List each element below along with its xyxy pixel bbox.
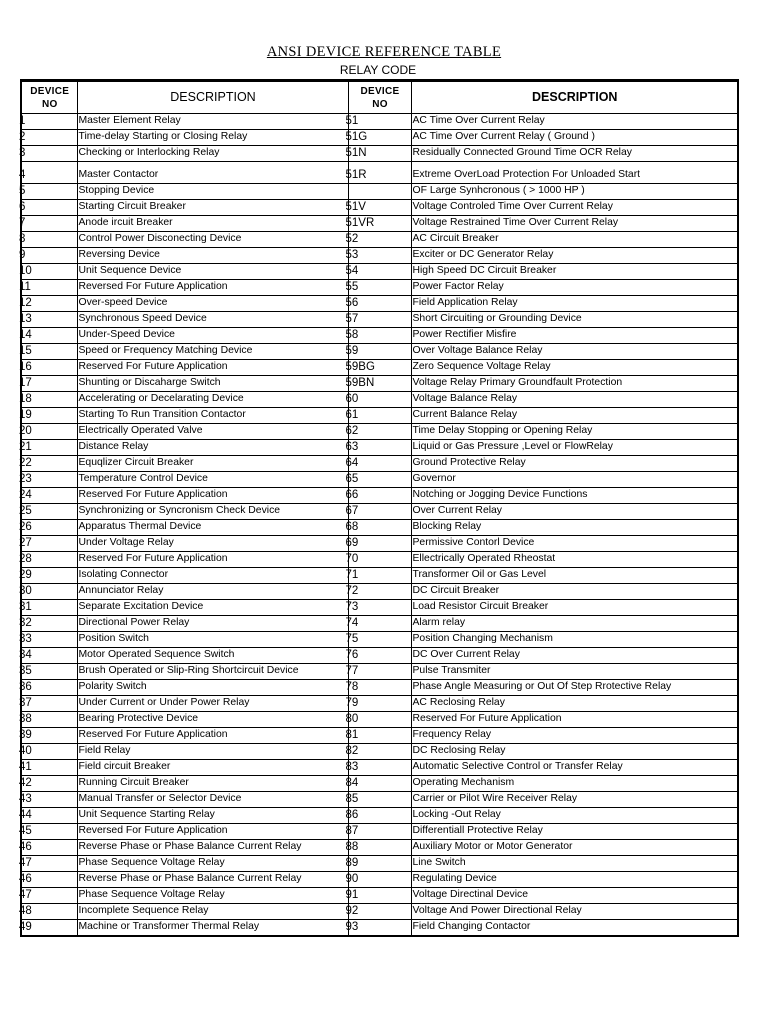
device-description-cell: Starting To Run Transition Contactor — [77, 408, 348, 424]
device-description-cell-right: Reserved For Future Application — [411, 712, 738, 728]
device-number-cell: 13 — [21, 312, 77, 328]
device-description-cell: Time-delay Starting or Closing Relay — [77, 130, 348, 146]
device-description-cell: Brush Operated or Slip-Ring Shortcircuit Device — [77, 664, 348, 680]
device-number-cell: 18 — [21, 392, 77, 408]
table-row — [21, 696, 738, 712]
device-number-cell-right: 92 — [348, 904, 411, 920]
device-description-cell: Machine or Transformer Thermal Relay — [77, 920, 348, 937]
device-number-cell-right: 79 — [348, 696, 411, 712]
device-number-cell-right: 59BN — [348, 376, 411, 392]
device-description-cell: Bearing Protective Device — [77, 712, 348, 728]
table-row — [21, 552, 738, 568]
device-number-cell-right: 67 — [348, 504, 411, 520]
device-description-cell: Phase Sequence Voltage Relay — [77, 856, 348, 872]
device-description-cell: Field circuit Breaker — [77, 760, 348, 776]
device-number-cell-right: 51 — [348, 114, 411, 130]
device-number-cell-right: 85 — [348, 792, 411, 808]
device-description-cell: Stopping Device — [77, 184, 348, 200]
table-row — [21, 856, 738, 872]
device-description-cell-right: Short Circuiting or Grounding Device — [411, 312, 738, 328]
device-description-cell-right: Field Changing Contactor — [411, 920, 738, 937]
device-description-cell: Equqlizer Circuit Breaker — [77, 456, 348, 472]
table-row — [21, 744, 738, 760]
device-description-cell: Synchronous Speed Device — [77, 312, 348, 328]
table-row — [21, 312, 738, 328]
device-number-cell: 25 — [21, 504, 77, 520]
device-description-cell-right: DC Circuit Breaker — [411, 584, 738, 600]
table-row — [21, 264, 738, 280]
device-number-cell: 5 — [21, 184, 77, 200]
device-description-cell: Unit Sequence Device — [77, 264, 348, 280]
device-description-cell-right: Regulating Device — [411, 872, 738, 888]
device-number-cell-right: 82 — [348, 744, 411, 760]
device-number-cell-right: 57 — [348, 312, 411, 328]
device-description-cell: Under-Speed Device — [77, 328, 348, 344]
device-number-cell-right: 73 — [348, 600, 411, 616]
device-description-cell: Manual Transfer or Selector Device — [77, 792, 348, 808]
device-description-cell-right: Voltage Balance Relay — [411, 392, 738, 408]
device-number-cell-right: 66 — [348, 488, 411, 504]
device-number-cell: 28 — [21, 552, 77, 568]
device-number-cell: 30 — [21, 584, 77, 600]
device-description-cell: Under Current or Under Power Relay — [77, 696, 348, 712]
device-description-cell: Speed or Frequency Matching Device — [77, 344, 348, 360]
table-row — [21, 504, 738, 520]
device-description-cell-right: Notching or Jogging Device Functions — [411, 488, 738, 504]
device-description-cell: Reserved For Future Application — [77, 728, 348, 744]
device-number-cell: 20 — [21, 424, 77, 440]
device-number-cell-right: 63 — [348, 440, 411, 456]
device-number-cell: 23 — [21, 472, 77, 488]
device-description-cell: Polarity Switch — [77, 680, 348, 696]
device-description-cell-right: Voltage And Power Directional Relay — [411, 904, 738, 920]
table-row — [21, 584, 738, 600]
device-description-cell-right: Frequency Relay — [411, 728, 738, 744]
table-row — [21, 456, 738, 472]
device-description-cell-right: OF Large Synhcronous ( > 1000 HP ) — [411, 184, 738, 200]
device-description-cell: Directional Power Relay — [77, 616, 348, 632]
device-number-cell: 31 — [21, 600, 77, 616]
device-number-cell-right: 65 — [348, 472, 411, 488]
device-description-cell-right: Voltage Relay Primary Groundfault Protection — [411, 376, 738, 392]
device-description-cell: Running Circuit Breaker — [77, 776, 348, 792]
table-row — [21, 840, 738, 856]
device-number-cell: 2 — [21, 130, 77, 146]
device-number-cell: 24 — [21, 488, 77, 504]
table-row — [21, 648, 738, 664]
device-number-cell-right — [348, 184, 411, 200]
device-number-cell: 47 — [21, 856, 77, 872]
device-description-cell-right: DC Reclosing Relay — [411, 744, 738, 760]
device-description-cell-right: Alarm relay — [411, 616, 738, 632]
device-description-cell-right: Zero Sequence Voltage Relay — [411, 360, 738, 376]
device-number-cell-right: 74 — [348, 616, 411, 632]
table-row — [21, 392, 738, 408]
device-number-cell-right: 80 — [348, 712, 411, 728]
table-row — [21, 344, 738, 360]
device-description-cell: Over-speed Device — [77, 296, 348, 312]
table-row — [21, 664, 738, 680]
device-description-cell-right: Position Changing Mechanism — [411, 632, 738, 648]
device-description-cell-right: Over Current Relay — [411, 504, 738, 520]
device-number-cell-right: 51VR — [348, 216, 411, 232]
device-description-cell: Checking or Interlocking Relay — [77, 146, 348, 162]
table-row — [21, 776, 738, 792]
header-description: DESCRIPTION — [77, 81, 348, 114]
device-description-cell-right: Load Resistor Circuit Breaker — [411, 600, 738, 616]
table-row — [21, 920, 738, 937]
header-device-no-line1: DEVICE — [30, 85, 70, 97]
table-row — [21, 114, 738, 130]
table-row — [21, 632, 738, 648]
device-description-cell-right: Current Balance Relay — [411, 408, 738, 424]
device-number-cell: 44 — [21, 808, 77, 824]
device-description-cell-right: Time Delay Stopping or Opening Relay — [411, 424, 738, 440]
device-number-cell-right: 53 — [348, 248, 411, 264]
device-number-cell: 17 — [21, 376, 77, 392]
table-row — [21, 824, 738, 840]
device-description-cell-right: Residually Connected Ground Time OCR Relay — [411, 146, 738, 162]
device-number-cell-right: 91 — [348, 888, 411, 904]
device-number-cell: 11 — [21, 280, 77, 296]
device-description-cell-right: Exciter or DC Generator Relay — [411, 248, 738, 264]
device-number-cell-right: 51V — [348, 200, 411, 216]
device-description-cell: Master Element Relay — [77, 114, 348, 130]
device-description-cell: Reserved For Future Application — [77, 360, 348, 376]
device-description-cell: Annunciator Relay — [77, 584, 348, 600]
device-description-cell-right: Transformer Oil or Gas Level — [411, 568, 738, 584]
device-description-cell: Shunting or Discaharge Switch — [77, 376, 348, 392]
device-description-cell: Field Relay — [77, 744, 348, 760]
device-description-cell-right: AC Circuit Breaker — [411, 232, 738, 248]
device-description-cell: Anode ircuit Breaker — [77, 216, 348, 232]
device-description-cell: Reverse Phase or Phase Balance Current Relay — [77, 840, 348, 856]
table-row — [21, 792, 738, 808]
device-description-cell: Reversing Device — [77, 248, 348, 264]
device-number-cell-right: 78 — [348, 680, 411, 696]
device-description-cell-right: Voltage Controled Time Over Current Relay — [411, 200, 738, 216]
table-row — [21, 328, 738, 344]
table-row — [21, 760, 738, 776]
device-description-cell: Isolating Connector — [77, 568, 348, 584]
table-row — [21, 296, 738, 312]
header-device-no-right-line1: DEVICE — [360, 85, 400, 97]
device-description-cell-right: Extreme OverLoad Protection For Unloaded Start — [411, 162, 738, 184]
device-number-cell-right: 55 — [348, 280, 411, 296]
device-description-cell: Incomplete Sequence Relay — [77, 904, 348, 920]
device-number-cell: 14 — [21, 328, 77, 344]
device-description-cell-right: Power Factor Relay — [411, 280, 738, 296]
device-description-cell-right: Permissive Contorl Device — [411, 536, 738, 552]
table-row — [21, 280, 738, 296]
device-number-cell: 6 — [21, 200, 77, 216]
device-number-cell-right: 52 — [348, 232, 411, 248]
device-description-cell-right: Voltage Restrained Time Over Current Relay — [411, 216, 738, 232]
device-number-cell-right: 77 — [348, 664, 411, 680]
table-row — [21, 616, 738, 632]
device-description-cell: Reversed For Future Application — [77, 280, 348, 296]
device-description-cell-right: Field Application Relay — [411, 296, 738, 312]
device-number-cell: 48 — [21, 904, 77, 920]
device-number-cell-right: 59BG — [348, 360, 411, 376]
device-description-cell: Starting Circuit Breaker — [77, 200, 348, 216]
table-row — [21, 184, 738, 200]
device-number-cell-right: 93 — [348, 920, 411, 937]
device-number-cell: 47 — [21, 888, 77, 904]
device-description-cell: Reserved For Future Application — [77, 488, 348, 504]
device-number-cell-right: 88 — [348, 840, 411, 856]
device-number-cell-right: 90 — [348, 872, 411, 888]
device-description-cell-right: Phase Angle Measuring or Out Of Step Rrotective Relay — [411, 680, 738, 696]
header-device-no — [21, 81, 77, 114]
device-description-cell: Control Power Disconecting Device — [77, 232, 348, 248]
device-description-cell: Separate Excitation Device — [77, 600, 348, 616]
device-description-cell: Under Voltage Relay — [77, 536, 348, 552]
device-description-cell-right: AC Time Over Current Relay — [411, 114, 738, 130]
table-row — [21, 600, 738, 616]
device-description-cell: Phase Sequence Voltage Relay — [77, 888, 348, 904]
device-number-cell-right: 59 — [348, 344, 411, 360]
device-number-cell: 12 — [21, 296, 77, 312]
device-number-cell: 46 — [21, 840, 77, 856]
device-number-cell-right: 72 — [348, 584, 411, 600]
device-description-cell-right: Voltage Directinal Device — [411, 888, 738, 904]
device-description-cell: Distance Relay — [77, 440, 348, 456]
table-row — [21, 680, 738, 696]
device-number-cell: 10 — [21, 264, 77, 280]
device-number-cell: 1 — [21, 114, 77, 130]
device-number-cell-right: 51N — [348, 146, 411, 162]
device-number-cell-right: 71 — [348, 568, 411, 584]
device-description-cell: Unit Sequence Starting Relay — [77, 808, 348, 824]
device-description-cell-right: AC Time Over Current Relay ( Ground ) — [411, 130, 738, 146]
device-description-cell: Apparatus Thermal Device — [77, 520, 348, 536]
device-number-cell-right: 84 — [348, 776, 411, 792]
device-number-cell: 26 — [21, 520, 77, 536]
device-description-cell-right: DC Over Current Relay — [411, 648, 738, 664]
device-number-cell: 36 — [21, 680, 77, 696]
device-number-cell-right: 70 — [348, 552, 411, 568]
table-header-row — [21, 81, 738, 114]
device-number-cell-right: 61 — [348, 408, 411, 424]
device-number-cell: 3 — [21, 146, 77, 162]
device-number-cell: 49 — [21, 920, 77, 937]
device-number-cell-right: 81 — [348, 728, 411, 744]
device-number-cell-right: 60 — [348, 392, 411, 408]
device-number-cell: 32 — [21, 616, 77, 632]
device-description-cell-right: Auxiliary Motor or Motor Generator — [411, 840, 738, 856]
device-number-cell: 38 — [21, 712, 77, 728]
device-number-cell-right: 75 — [348, 632, 411, 648]
device-description-cell-right: Carrier or Pilot Wire Receiver Relay — [411, 792, 738, 808]
device-description-cell-right: High Speed DC Circuit Breaker — [411, 264, 738, 280]
device-description-cell-right: Ellectrically Operated Rheostat — [411, 552, 738, 568]
device-description-cell-right: Ground Protective Relay — [411, 456, 738, 472]
table-row — [21, 130, 738, 146]
device-number-cell: 7 — [21, 216, 77, 232]
device-number-cell: 21 — [21, 440, 77, 456]
device-number-cell: 8 — [21, 232, 77, 248]
table-row — [21, 408, 738, 424]
device-number-cell: 29 — [21, 568, 77, 584]
device-number-cell: 27 — [21, 536, 77, 552]
device-description-cell-right: Liquid or Gas Pressure ,Level or FlowRelay — [411, 440, 738, 456]
device-description-cell: Electrically Operated Valve — [77, 424, 348, 440]
device-description-cell-right: Over Voltage Balance Relay — [411, 344, 738, 360]
table-row — [21, 472, 738, 488]
device-number-cell-right: 83 — [348, 760, 411, 776]
device-number-cell-right: 58 — [348, 328, 411, 344]
header-description-right: DESCRIPTION — [411, 81, 738, 114]
device-description-cell-right: Power Rectifier Misfire — [411, 328, 738, 344]
table-row — [21, 488, 738, 504]
device-description-cell: Temperature Control Device — [77, 472, 348, 488]
header-device-no-right-line2: NO — [372, 98, 388, 110]
device-number-cell: 46 — [21, 872, 77, 888]
table-row — [21, 728, 738, 744]
table-row — [21, 360, 738, 376]
table-row — [21, 162, 738, 184]
device-number-cell-right: 56 — [348, 296, 411, 312]
device-number-cell: 42 — [21, 776, 77, 792]
device-number-cell-right: 87 — [348, 824, 411, 840]
header-device-no-line2: NO — [41, 98, 58, 110]
device-number-cell: 41 — [21, 760, 77, 776]
device-description-cell-right: Differentiall Protective Relay — [411, 824, 738, 840]
device-number-cell-right: 51G — [348, 130, 411, 146]
device-reference-table — [20, 79, 739, 937]
device-number-cell: 9 — [21, 248, 77, 264]
device-number-cell-right: 76 — [348, 648, 411, 664]
table-row — [21, 888, 738, 904]
device-number-cell: 39 — [21, 728, 77, 744]
device-description-cell-right: Blocking Relay — [411, 520, 738, 536]
device-number-cell: 22 — [21, 456, 77, 472]
device-description-cell: Reverse Phase or Phase Balance Current Relay — [77, 872, 348, 888]
page-title: ANSI DEVICE REFERENCE TABLE — [266, 44, 502, 60]
device-description-cell: Accelerating or Decelarating Device — [77, 392, 348, 408]
device-number-cell-right: 69 — [348, 536, 411, 552]
device-description-cell: Reserved For Future Application — [77, 552, 348, 568]
table-row — [21, 440, 738, 456]
table-row — [21, 872, 738, 888]
table-row — [21, 568, 738, 584]
device-description-cell: Master Contactor — [77, 162, 348, 184]
device-number-cell-right: 86 — [348, 808, 411, 824]
table-row — [21, 424, 738, 440]
page-subtitle: RELAY CODE — [339, 63, 417, 77]
device-number-cell-right: 64 — [348, 456, 411, 472]
device-number-cell: 15 — [21, 344, 77, 360]
device-description-cell-right: Governor — [411, 472, 738, 488]
device-number-cell: 43 — [21, 792, 77, 808]
device-number-cell: 40 — [21, 744, 77, 760]
device-number-cell: 4 — [21, 162, 77, 184]
device-number-cell: 34 — [21, 648, 77, 664]
table-row — [21, 904, 738, 920]
device-description-cell-right: AC Reclosing Relay — [411, 696, 738, 712]
device-number-cell-right: 51R — [348, 162, 411, 184]
table-row — [21, 520, 738, 536]
device-description-cell: Synchronizing or Syncronism Check Device — [77, 504, 348, 520]
table-row — [21, 248, 738, 264]
table-row — [21, 712, 738, 728]
device-number-cell: 45 — [21, 824, 77, 840]
device-description-cell-right: Operating Mechanism — [411, 776, 738, 792]
device-number-cell: 35 — [21, 664, 77, 680]
table-row — [21, 376, 738, 392]
table-row — [21, 536, 738, 552]
device-number-cell-right: 54 — [348, 264, 411, 280]
device-number-cell: 37 — [21, 696, 77, 712]
table-row — [21, 232, 738, 248]
device-number-cell-right: 62 — [348, 424, 411, 440]
device-description-cell: Position Switch — [77, 632, 348, 648]
device-description-cell: Motor Operated Sequence Switch — [77, 648, 348, 664]
table-row — [21, 808, 738, 824]
table-row — [21, 200, 738, 216]
table-row — [21, 216, 738, 232]
device-description-cell-right: Locking -Out Relay — [411, 808, 738, 824]
device-number-cell-right: 89 — [348, 856, 411, 872]
device-description-cell: Reversed For Future Application — [77, 824, 348, 840]
device-description-cell-right: Pulse Transmiter — [411, 664, 738, 680]
table-row — [21, 146, 738, 162]
header-device-no-right — [348, 81, 411, 114]
device-number-cell: 33 — [21, 632, 77, 648]
device-description-cell-right: Line Switch — [411, 856, 738, 872]
device-description-cell-right: Automatic Selective Control or Transfer Relay — [411, 760, 738, 776]
device-number-cell: 19 — [21, 408, 77, 424]
device-number-cell-right: 68 — [348, 520, 411, 536]
device-number-cell: 16 — [21, 360, 77, 376]
